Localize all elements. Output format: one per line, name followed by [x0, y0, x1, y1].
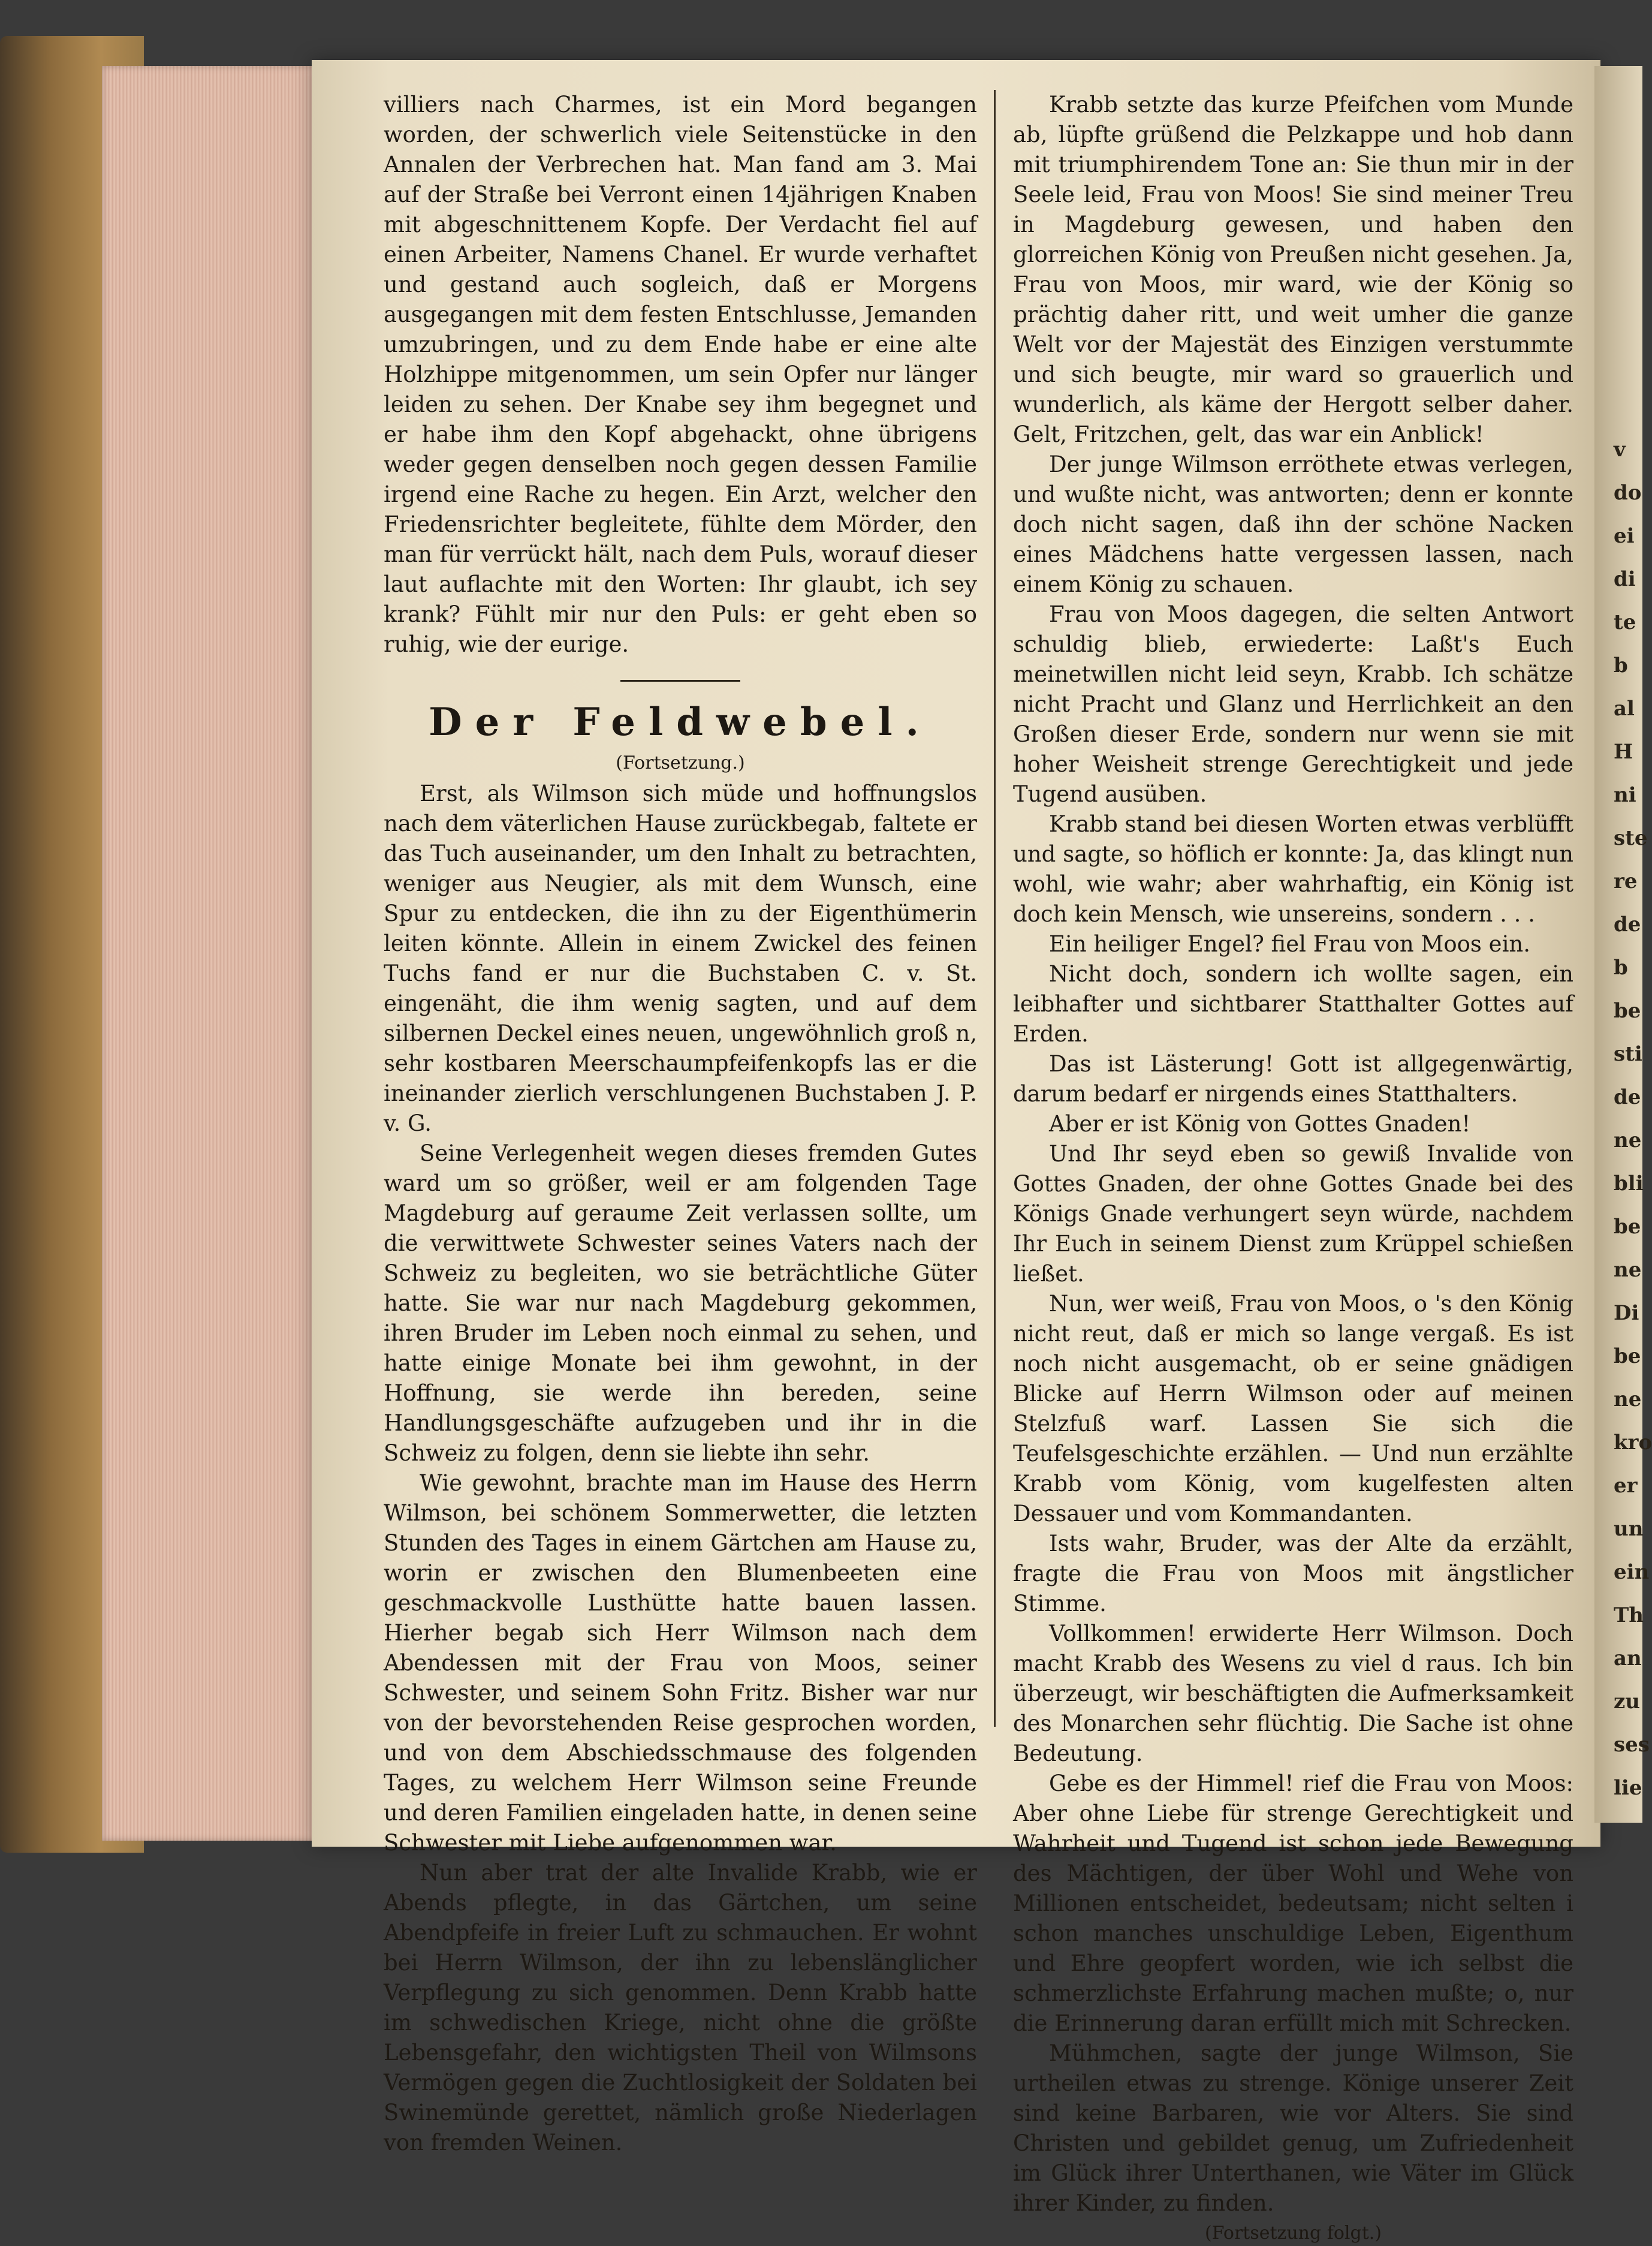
story-paragraph: Nun, wer weiß, Frau von Moos, o 's den König nicht reut, daß er mich so lange vergaß. Es ist noch nicht ausgemacht, ob er seine gnädigen Blicke auf Herrn Wilmson oder auf meinen Stelzfuß warf. Lassen Sie sich die Teufelsgeschichte erzählen. — Und nun erzählte Krabb vom König, vom kugelfesten alten Dessauer und vom Kommandanten. — [1013, 1291, 1573, 1527]
facing-page-fragment: be — [1614, 999, 1641, 1023]
facing-page-fragment: an — [1614, 1646, 1642, 1670]
story-paragraph: Gebe es der Himmel! rief die Frau von Moos: Aber ohne Liebe für strenge Gerechtigkeit und Wahrheit und Tugend ist schon jede Bewegung des Mächtigen, der über Wohl und Wehe von Millionen entscheidet, bedeutsam; nicht selten i schon manches unschuldige Leben, Eigenthum und Ehre geopfert worden, wie ich selbst die schmerzlichste Erfahrung machen mußte; o, nur die Erinnerung daran erfüllt mich mit Schrecken. — [1013, 1771, 1573, 2036]
facing-page-fragment: de — [1614, 1085, 1641, 1109]
facing-page-fragment: te — [1614, 610, 1636, 634]
facing-page-fragment: ni — [1614, 783, 1636, 807]
facing-page-fragment: ne — [1614, 1387, 1642, 1411]
facing-page-fragment: al — [1614, 697, 1635, 721]
facing-page-fragment: H — [1614, 740, 1633, 764]
facing-page-fragment: do — [1614, 481, 1642, 505]
facing-page-fragment: b — [1614, 654, 1628, 678]
right-column — [1013, 90, 1573, 2246]
facing-page-fragment: ein — [1614, 1560, 1650, 1584]
article-title: Der Feldwebel. — [429, 700, 932, 745]
story-paragraph: Nicht doch, sondern ich wollte sagen, ein leibhafter und sichtbarer Statthalter Gottes auf Erden. — [1013, 961, 1573, 1047]
facing-page-fragment: ne — [1614, 1128, 1642, 1152]
facing-page-fragment: ei — [1614, 524, 1635, 548]
facing-page-fragment: lie — [1614, 1776, 1642, 1800]
story-paragraph: Ein heiliger Engel? fiel Frau von Moos ein. — [1049, 931, 1530, 957]
facing-page-fragment: v — [1614, 438, 1626, 462]
page-edges — [102, 66, 318, 1841]
facing-page-fragment: be — [1614, 1215, 1641, 1239]
facing-page-fragment: ste — [1614, 826, 1648, 850]
story-paragraph: Wie gewohnt, brachte man im Hause des Herrn Wilmson, bei schönem Sommerwetter, die letzten Stunden des Tages in einem Gärtchen am Hause zu, worin er zwischen den Blumenbeeten eine geschmackvolle Lusthütte hatte bauen lassen. Hierher begab sich Herr Wilmson nach dem Abendessen mit der Frau von Moos, seiner Schwester, und seinem Sohn Fritz. Bisher war nur von der bevorstehenden Reise gesprochen worden, und von dem Abschiedsschmause des folgenden Tages, zu welchem Herr Wilmson seine Freunde und deren Familien eingeladen hatte, in denen seine Schwester mit Liebe aufgenommen war. — [384, 1470, 977, 1856]
story-paragraph: Nun aber trat der alte Invalide Krabb, wie er Abends pflegte, in das Gärtchen, um seine Abendpfeife in freier Luft zu schmauchen. Er wohnt bei Herrn Wilmson, der ihn zu lebenslänglicher Verpflegung zu sich genommen. Denn Krabb hatte im schwedischen Kriege, nicht ohne die größte Lebensgefahr, den wichtigsten Theil von Wilmsons Vermögen gegen die Zuchtlosigkeit der Soldaten bei Swinemünde gerettet, nämlich große Niederlagen von fremden Weinen. — [384, 1860, 977, 2155]
facing-page-fragment: b — [1614, 956, 1628, 980]
story-paragraph: Ists wahr, Bruder, was der Alte da erzählt, fragte die Frau von Moos mit ängstlicher Stimme. — [1013, 1531, 1573, 1616]
story-paragraph: Das ist Lästerung! Gott ist allgegenwärtig, darum bedarf er nirgends eines Statthalters. — [1013, 1051, 1573, 1107]
story-paragraph: Aber er ist König von Gottes Gnaden! — [1049, 1111, 1471, 1137]
story-paragraph: Frau von Moos dagegen, die selten Antwort schuldig blieb, erwiederte: Laßt's Euch meinetwillen nicht leid seyn, Krabb. Ich schätze nicht Pracht und Glanz und Herrlichkeit an den Großen dieser Erde, sondern nur wenn sie mit hoher Weisheit strenge Gerechtigkeit und jede Tugend ausüben. — [1013, 601, 1573, 807]
facing-page-fragment: bli — [1614, 1172, 1644, 1196]
facing-page-fragment: Th — [1614, 1603, 1644, 1627]
article-subtitle: (Fortsetzung.) — [616, 752, 745, 773]
column-divider — [994, 90, 996, 1727]
story-paragraph: Seine Verlegenheit wegen dieses fremden Gutes ward um so größer, weil er am folgenden Tage Magdeburg auf geraume Zeit verlassen sollte, um die verwittwete Schwester seines Vaters nach der Schweiz zu begleiten, wo sie beträchtliche Güter hatte. Sie war nur nach Magdeburg gekommen, ihren Bruder im Leben noch einmal zu sehen, und hatte einige Monate bei ihm gewohnt, in der Hoffnung, sie werde ihn bereden, seine Handlungsgeschäfte aufzugeben und ihr in die Schweiz zu folgen, denn sie liebte ihn sehr. — [384, 1140, 977, 1466]
facing-page-fragment: sti — [1614, 1042, 1642, 1066]
facing-page-edge — [1594, 66, 1652, 1823]
facing-page-fragment: be — [1614, 1344, 1641, 1368]
section-separator — [620, 680, 740, 682]
facing-page-fragment: di — [1614, 567, 1636, 591]
continuation-note: (Fortsetzung folgt.) — [1205, 2223, 1382, 2244]
story-paragraph: Krabb stand bei diesen Worten etwas verblüfft und sagte, so höflich er konnte: Ja, das klingt nun wohl, wie wahr; aber wahrhaftig, ein König ist doch kein Mensch, wie unsereins, sondern . . . — [1013, 811, 1573, 927]
facing-page-fragment: re — [1614, 869, 1638, 893]
story-paragraph: Mühmchen, sagte der junge Wilmson, Sie urtheilen etwas zu strenge. Könige unserer Zeit sind keine Barbaren, wie vor Alters. Sie sind Christen und gebildet genug, um Zufriedenheit im Glück ihrer Unterthanen, wie Väter im Glück ihrer Kinder, zu finden. — [1013, 2040, 1573, 2216]
facing-page-fragment: zu — [1614, 1690, 1641, 1714]
story-paragraph: Erst, als Wilmson sich müde und hoffnungslos nach dem väterlichen Hause zurückbegab, faltete er das Tuch auseinander, um den Inhalt zu betrachten, weniger aus Neugier, als mit dem Wunsch, eine Spur zu entdecken, die ihn zu der Eigenthümerin leiten könnte. Allein in einem Zwickel des feinen Tuchs fand er nur die Buchstaben C. v. St. eingenäht, die ihm wenig sagten, und auf dem silbernen Deckel eines neuen, ungewöhnlich groß n, sehr kostbaren Meerschaumpfeifenkopfs las er die ineinander zierlich verschlungenen Buchstaben J. P. v. G. — [384, 781, 977, 1136]
story-paragraph: Vollkommen! erwiderte Herr Wilmson. Doch macht Krabb des Wesens zu viel d raus. Ich bin überzeugt, wir beschäftigten die Aufmerksamkeit des Monarchen sehr flüchtig. Die Sache ist ohne Bedeutung. — [1013, 1621, 1573, 1766]
facing-page-fragment: ne — [1614, 1258, 1642, 1282]
facing-page-fragment: ses — [1614, 1733, 1650, 1757]
facing-page-fragment: un — [1614, 1517, 1644, 1541]
facing-page-fragment: kro — [1614, 1431, 1652, 1455]
story-paragraph: Der junge Wilmson erröthete etwas verlegen, und wußte nicht, was antworten; denn er konnte doch nicht sagen, daß ihn der schöne Nacken eines Mädchens hatte vergessen lassen, nach einem König zu schauen. — [1013, 451, 1573, 597]
left-column — [384, 90, 977, 2158]
facing-page-fragment: er — [1614, 1474, 1638, 1498]
story-paragraph: Krabb setzte das kurze Pfeifchen vom Munde ab, lüpfte grüßend die Pelzkappe und hob dann mit triumphirendem Tone an: Sie thun mir in der Seele leid, Frau von Moos! Sie sind meiner Treu in Magdeburg gewesen, und haben den glorreichen König von Preußen nicht gesehen. Ja, Frau von Moos, mir ward, wie der König so prächtig daher ritt, und weit umher die ganze Welt vor der Majestät des Einzigen verstummte und sich beugte, mir ward so grauerlich und wunderlich, als käme der Hergott selber daher. Gelt, Fritzchen, gelt, das war ein Anblick! — [1013, 92, 1573, 447]
story-paragraph: Und Ihr seyd eben so gewiß Invalide von Gottes Gnaden, der ohne Gottes Gnade bei des Königs Gnade verhungert seyn würde, nachdem Ihr Euch in seinem Dienst zum Krüppel schießen ließet. — [1013, 1141, 1573, 1287]
news-paragraph: villiers nach Charmes, ist ein Mord begangen worden, der schwerlich viele Seitenstücke in den Annalen der Verbrechen hat. Man fand am 3. Mai auf der Straße bei Verront einen 14jährigen Knaben mit abgeschnittenem Kopfe. Der Verdacht fiel auf einen Arbeiter, Namens Chanel. Er wurde verhaftet und gestand auch sogleich, daß er Morgens ausgegangen mit dem festen Entschlusse, Jemanden umzubringen, und zu dem Ende habe er eine alte Holzhippe mitgenommen, um sein Opfer nur länger leiden zu sehen. Der Knabe sey ihm begegnet und er habe ihm den Kopf abgehackt, ohne übrigens weder gegen denselben noch gegen dessen Familie irgend eine Rache zu hegen. Ein Arzt, welcher den Friedensrichter begleitete, fühlte dem Mörder, den man für verrückt hält, nach dem Puls, worauf dieser laut auflachte mit den Worten: Ihr glaubt, ich sey krank? Fühlt mir nur den Puls: er geht eben so ruhig, wie der eurige. — [384, 92, 977, 657]
facing-page-fragment: Di — [1614, 1301, 1639, 1325]
facing-page-fragment: de — [1614, 913, 1641, 937]
